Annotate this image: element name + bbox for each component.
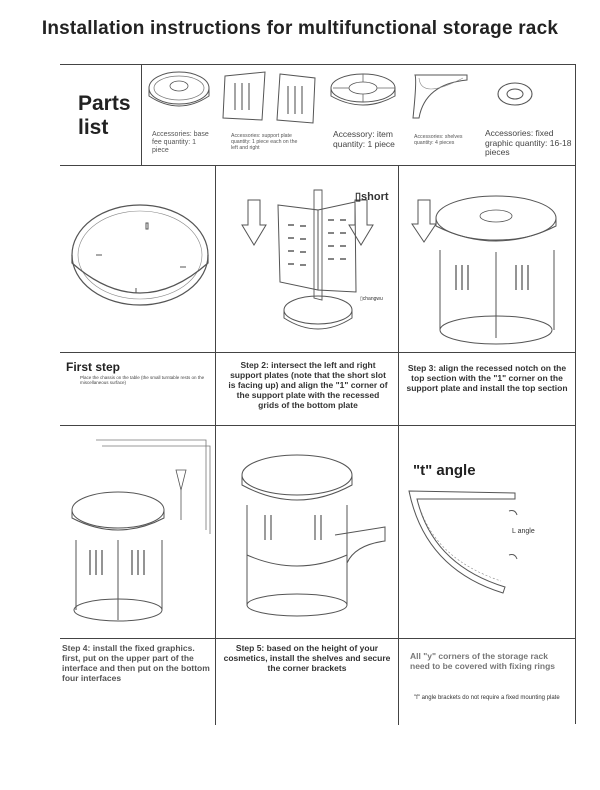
angle-bracket-drawing xyxy=(405,485,570,595)
part-base-drawing xyxy=(145,66,215,121)
step4-caption: Step 4: install the fixed graphics. first, put on the upper part of the interface and then put on the bottom four interfaces xyxy=(62,643,210,683)
page-title: Installation instructions for multifunctional storage rack xyxy=(41,18,559,39)
step1-title: First step xyxy=(66,360,121,374)
part-caption-top-section: Accessory: item quantity: 1 piece xyxy=(333,129,395,149)
step3-assembly-drawing xyxy=(404,180,574,350)
step4-assembly-drawing xyxy=(66,430,216,630)
step5-assembly-drawing xyxy=(235,445,395,620)
part-top-section-drawing xyxy=(328,68,398,123)
step5-caption: Step 5: based on the height of your cosmetics, install the shelves and secure the corner brackets xyxy=(223,643,391,673)
angle-note-mounting-plate: "f" angle brackets do not require a fixed mounting plate xyxy=(414,695,560,701)
step2-short-label: ▯short xyxy=(355,191,389,203)
part-fixing-ring-drawing xyxy=(495,80,535,110)
part-shelf-drawing xyxy=(405,70,475,122)
step1-base-drawing xyxy=(68,195,214,325)
step2-assembly-drawing xyxy=(230,180,395,350)
angle-bracket-label: L angle xyxy=(512,528,535,535)
part-caption-base: Accessories: base fee quantity: 1 piece xyxy=(152,131,209,154)
part-caption-shelves: Accessories: shelves quantity: 4 pieces xyxy=(414,134,463,146)
angle-title: "t" angle xyxy=(413,462,476,479)
part-caption-fixing-ring: Accessories: fixed graphic quantity: 16-18 pieces xyxy=(485,128,572,157)
parts-list-heading: Parts list xyxy=(78,92,131,139)
step1-caption: Place the chassis on the table (the small turntable rests on the miscellaneous surface) xyxy=(80,375,205,385)
angle-note-fixing-rings: All "y" corners of the storage rack need to be covered with fixing rings xyxy=(410,651,555,671)
step2-caption: Step 2: intersect the left and right support plates (note that the short slot is facing up) and align the "1" corner of the support plate with the recessed grids of the bottom plate xyxy=(228,360,388,410)
part-caption-support-plate: Accessories: support plate quantity: 1 piece each on the left and right xyxy=(231,133,298,151)
step3-caption: Step 3: align the recessed notch on the top section with the "1" corner on the support plate and install the top section xyxy=(406,363,568,393)
step2-brand-label: ▯changwu xyxy=(360,296,383,302)
part-support-plate-drawing xyxy=(220,68,320,128)
